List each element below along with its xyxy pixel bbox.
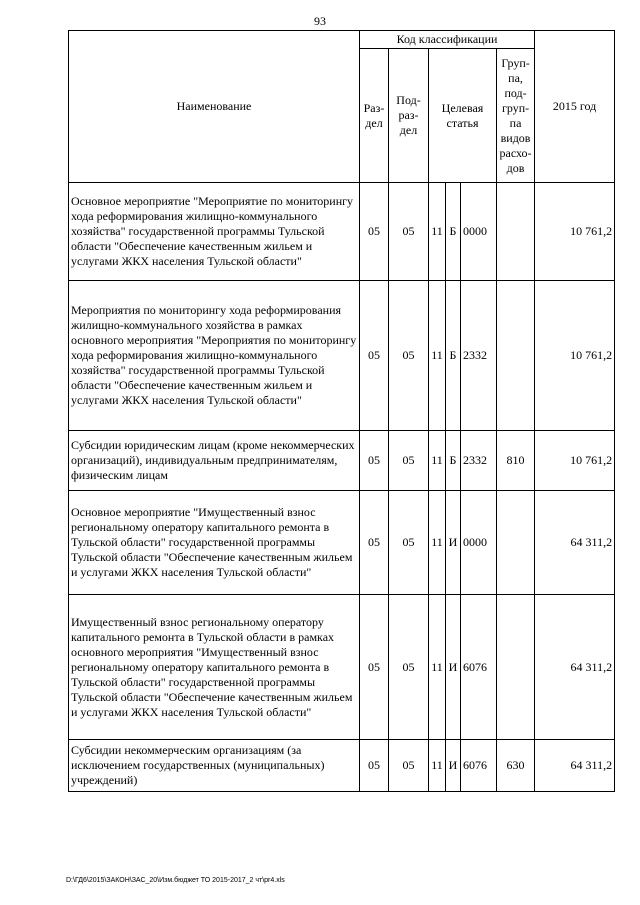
row-expense-group: 810 [497,431,535,491]
row-amount: 64 311,2 [535,595,615,740]
row-name: Основное мероприятие "Имущественный взнос региональному оператору капитального ремонта в Тульской области" государственной программы Тульской области "Обеспечение качественным жильем и услугами ЖКХ населения Тульской области" [69,491,360,595]
row-target-direction: 6076 [461,740,497,792]
row-target-direction: 6076 [461,595,497,740]
row-section: 05 [360,595,389,740]
row-target-subprogram: И [446,740,461,792]
row-amount: 10 761,2 [535,431,615,491]
row-name: Имущественный взнос региональному оператору капитального ремонта в Тульской области в рамках основного мероприятия "Имущественный взнос региональному оператору капитального ремонта в Тульской области" государственной программы Тульской области "Обеспечение качественным жильем и услугами ЖКХ населения Тульской области" [69,595,360,740]
row-target-subprogram: Б [446,281,461,431]
row-section: 05 [360,740,389,792]
row-amount: 10 761,2 [535,183,615,281]
row-amount: 10 761,2 [535,281,615,431]
header-section: Раз- дел [360,49,389,183]
row-name: Субсидии некоммерческим организациям (за исключением государственных (муниципальных) учреждений) [69,740,360,792]
row-target-subprogram: Б [446,183,461,281]
row-name: Мероприятия по мониторингу хода реформирования жилищно-коммунального хозяйства в рамках основного мероприятия "Мероприятия по мониторингу хода реформирования жилищно-коммунального хозяйства" государственной программы Тульской области "Обеспечение качественным жильем и услугами ЖКХ населения Тульской области" [69,281,360,431]
header-target-article: Целевая статья [429,49,497,183]
row-section: 05 [360,431,389,491]
row-target-direction: 2332 [461,281,497,431]
row-target-program: 11 [429,183,446,281]
row-amount: 64 311,2 [535,491,615,595]
row-name: Субсидии юридическим лицам (кроме некоммерческих организаций), индивидуальным предпринимателям, физическим лицам [69,431,360,491]
table-row [69,281,615,431]
row-expense-group [497,595,535,740]
row-target-program: 11 [429,595,446,740]
row-target-program: 11 [429,431,446,491]
row-subsection: 05 [389,491,429,595]
row-name: Основное мероприятие "Мероприятие по мониторингу хода реформирования жилищно-коммунального хозяйства" государственной программы Тульской области "Обеспечение качественным жильем и услугами ЖКХ населения Тульской области" [69,183,360,281]
row-expense-group [497,183,535,281]
header-year: 2015 год [535,31,615,183]
table-row [69,183,615,281]
row-expense-group [497,281,535,431]
row-subsection: 05 [389,183,429,281]
row-target-program: 11 [429,491,446,595]
header-name: Наименование [69,31,360,183]
row-section: 05 [360,491,389,595]
row-target-direction: 2332 [461,431,497,491]
header-code: Код классификации [360,31,535,49]
page-number: 93 [314,14,326,28]
budget-table [68,30,615,792]
row-target-program: 11 [429,281,446,431]
row-target-direction: 0000 [461,491,497,595]
row-target-program: 11 [429,740,446,792]
row-subsection: 05 [389,431,429,491]
row-target-subprogram: И [446,491,461,595]
row-target-subprogram: Б [446,431,461,491]
row-subsection: 05 [389,595,429,740]
row-section: 05 [360,183,389,281]
row-subsection: 05 [389,281,429,431]
row-target-subprogram: И [446,595,461,740]
row-amount: 64 311,2 [535,740,615,792]
row-target-direction: 0000 [461,183,497,281]
row-subsection: 05 [389,740,429,792]
row-expense-group [497,491,535,595]
footer-file-path: D:\ГД6\2015\ЗАКОН\ЗАС_20\Изм.бюджет ТО 2015-2017_2 чт\pr4.xls [66,877,285,884]
row-section: 05 [360,281,389,431]
table-row [69,491,615,595]
table-row [69,431,615,491]
header-expense-group: Груп- па, под- груп- па видов расхо- дов [497,49,535,183]
row-expense-group: 630 [497,740,535,792]
table-row [69,740,615,792]
table-row [69,595,615,740]
header-subsection: Под- раз- дел [389,49,429,183]
